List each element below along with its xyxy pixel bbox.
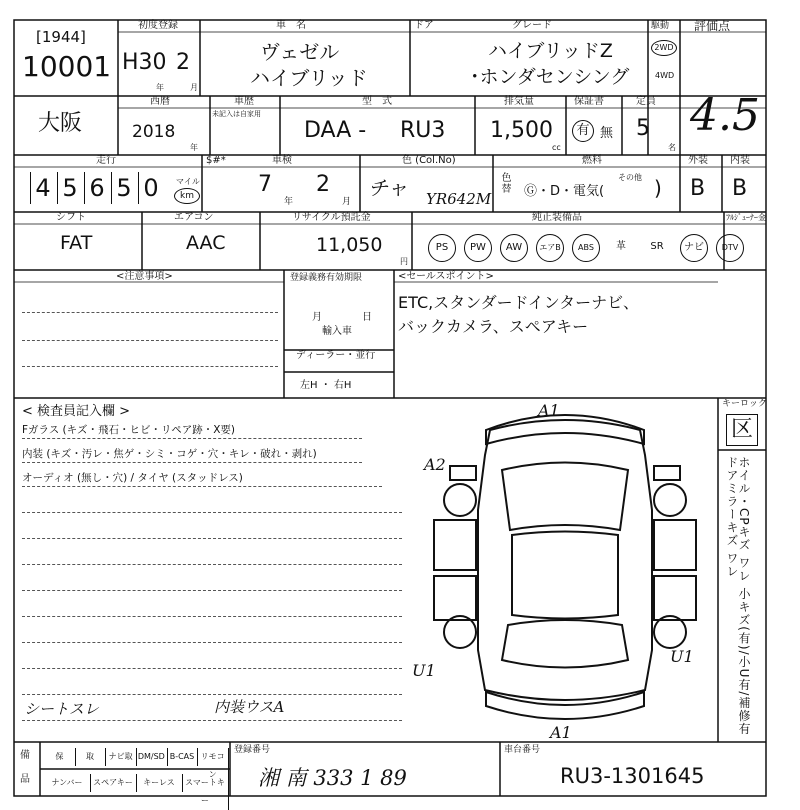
steering-label: 左H ・ 右H (300, 380, 352, 391)
footer-item: キーレス (136, 774, 183, 792)
fuel-options: Ⓖ・D・電気( (524, 184, 605, 199)
mileage-digit: 5 (111, 172, 136, 204)
equipment-item: エアB (536, 234, 564, 262)
overall-score: 4.5 (690, 90, 760, 141)
mileage-digit: 6 (84, 172, 109, 204)
grade-line1: ハイブリッドZ (488, 40, 613, 62)
mark-left-front: A2 (424, 455, 446, 474)
warranty-yes-circled: 有 (572, 120, 594, 142)
inspection-month-unit: 月 (342, 197, 352, 207)
footer-items-row1 (44, 748, 228, 779)
capacity: 5 (636, 116, 650, 141)
capacity-label: 定員 (636, 96, 656, 107)
mark-left-rear: U1 (412, 661, 436, 680)
month-day-label: 月 日 (312, 312, 372, 323)
region: 大阪 (38, 111, 83, 136)
km-circled: km (174, 188, 200, 204)
wheel-front-right (654, 484, 686, 516)
sales-point-line1: ETC,スタンダードインターナビ、 (398, 293, 639, 312)
dealer-label: ディーラー・並行 (296, 350, 376, 361)
shift: FAT (60, 232, 93, 254)
shaken-sub-label: 未記入は自家用 (212, 110, 261, 118)
displacement: 1,500 (490, 118, 553, 143)
year-unit-2: 年 (190, 143, 198, 152)
footer-item: 取 (75, 748, 107, 766)
sales-point-line2: バックカメラ、スペアキー (398, 317, 589, 336)
warranty-label: 保証書 (574, 96, 604, 107)
equipment-item: ナビ (680, 234, 708, 262)
chassis-label: 車台番号 (504, 745, 541, 755)
keylock-label: キーロック (722, 399, 767, 409)
month-unit: 月 (190, 83, 198, 92)
equipment-row (428, 232, 764, 264)
person-unit: 名 (668, 143, 676, 152)
drive-2wd-circled: 2WD (651, 40, 677, 56)
year-unit: 年 (156, 83, 164, 92)
year-label: 西暦 (150, 96, 170, 107)
option-label: ﾌﾙｼﾞｭｰﾅｰ金 (726, 213, 766, 222)
model-code: RU3 (400, 118, 446, 143)
aircon-label: エアコン (174, 212, 214, 223)
exterior-label: 外装 (688, 155, 708, 166)
footer-side-char: 品 (20, 774, 30, 785)
chassis-no: RU3-1301645 (560, 764, 705, 788)
door-left-front (434, 520, 476, 570)
grade-line2: ･ホンダセンシング (470, 66, 630, 88)
aircon: AAC (186, 232, 226, 254)
shaken-label: 車歴 (234, 96, 254, 107)
sales-point-label: <セールスポイント> (398, 271, 494, 282)
model-prefix: DAA - (304, 118, 367, 143)
inspection-label: 車検 (272, 155, 292, 166)
drive-label: 駆動 (651, 21, 670, 31)
fuel-close: ) (654, 176, 662, 200)
car-name-label: 車 名 (276, 20, 306, 31)
mileage-label: 走行 (96, 155, 116, 166)
mirror-left (450, 466, 476, 480)
handwritten-note-2: 内装ウスA (214, 698, 285, 716)
handwritten-note-1: シートスレ (24, 700, 99, 718)
inspector-line3: オーディオ (無し・穴) / タイヤ (スタッドレス) (22, 472, 243, 484)
door-right-rear (654, 576, 696, 620)
mark-front: A1 (538, 401, 560, 420)
footer-items-row2 (44, 774, 228, 805)
windshield (502, 463, 628, 531)
reg-no: 湘 南 333 1 89 (258, 766, 407, 790)
footer-item: スペアキー (90, 774, 137, 792)
footer-item: スマートキー (182, 774, 229, 810)
reg-no-label: 登録番号 (234, 745, 271, 755)
recycle-amount: 11,050 (316, 234, 383, 256)
model-label: 型 式 (362, 96, 392, 107)
rear-window (502, 620, 628, 668)
color-label: 色 (Col.No) (402, 155, 456, 166)
keylock-box: 区 (726, 414, 758, 446)
color-number: YR642M (426, 190, 492, 208)
footer-item: ナビ取 (105, 748, 137, 766)
color-swap-label: 色替 (499, 172, 510, 194)
footer-side-char: 備 (20, 750, 30, 761)
interior-grade: B (732, 176, 748, 201)
fuel-other-label: その他 (618, 173, 642, 182)
car-damage-diagram (412, 400, 710, 742)
cc-unit: cc (552, 143, 561, 152)
mileage-digit: 0 (138, 172, 163, 204)
equipment-item: SR (650, 241, 664, 252)
grade-label: グレード (512, 20, 552, 31)
reg-era: H30 (122, 50, 167, 75)
mile-label: マイル (176, 177, 200, 186)
inspection-year: 7 (258, 172, 272, 197)
inspection-month: 2 (316, 172, 330, 197)
side-legend: ホイル・CPキズ ワレ 小キズ(有)/小U有/補修有 ドアミラーキズ ワレ (725, 456, 751, 736)
mileage-digits (30, 172, 170, 206)
caution-label: <注意事項> (116, 271, 173, 282)
model-year: 2018 (132, 122, 176, 142)
warranty-no: 無 (600, 126, 614, 141)
footer-side-chars (18, 746, 36, 794)
smeter-label: $#* (206, 155, 226, 166)
exterior-grade: B (690, 176, 706, 201)
equipment-label: 純正装備品 (532, 212, 582, 223)
car-name-line2: ハイブリッド (250, 66, 368, 90)
car-name-line1: ヴェゼル (260, 40, 340, 64)
inspector-line2: 内装 (キズ・汚レ・焦ゲ・シミ・コゲ・穴・キレ・破れ・剥れ) (22, 448, 317, 460)
door-right-front (654, 520, 696, 570)
color: チャ (368, 176, 408, 200)
roof (512, 532, 618, 619)
door-left-rear (434, 576, 476, 620)
equipment-item: AW (500, 234, 528, 262)
import-label: 輸入車 (322, 326, 352, 337)
recycle-unit: 円 (400, 257, 408, 266)
recycle-label: リサイクル預託金 (292, 212, 371, 223)
lot-number: [1944] (36, 28, 86, 46)
footer-item: DM/SD (136, 748, 168, 766)
footer-item: リモコン (197, 748, 229, 784)
fuel-label: 燃料 (582, 155, 602, 166)
footer-item: ナンバー (44, 774, 91, 792)
inspection-year-unit: 年 (284, 197, 294, 207)
first-reg-label: 初度登録 (138, 20, 178, 31)
mirror-right (654, 466, 680, 480)
mark-right-rear: U1 (670, 647, 694, 666)
equipment-item: DTV (716, 234, 744, 262)
wheel-front-left (444, 484, 476, 516)
drive-4wd: 4WD (655, 71, 675, 80)
footer-item: 保 (44, 748, 76, 766)
displacement-label: 排気量 (504, 96, 534, 107)
inspector-title: < 検査員記入欄 > (22, 404, 131, 419)
footer-item: B-CAS (167, 748, 199, 766)
mark-rear: A1 (550, 723, 572, 742)
stock-number: 10001 (22, 50, 112, 83)
mileage-digit: 4 (30, 172, 55, 204)
reg-expiry-label: 登録義務有効期限 (290, 273, 363, 283)
equipment-item: ABS (572, 234, 600, 262)
door-label: ドア (414, 20, 434, 31)
interior-label: 内装 (730, 155, 750, 166)
inspector-line1: Fガラス (キズ・飛石・ヒビ・リペア跡・X要) (22, 424, 236, 436)
equipment-item: 革 (616, 241, 626, 252)
mileage-digit: 5 (57, 172, 82, 204)
shift-label: シフト (56, 212, 86, 223)
equipment-item: PW (464, 234, 492, 262)
score-label: 評価点 (694, 19, 731, 33)
reg-month: 2 (176, 50, 190, 75)
equipment-item: PS (428, 234, 456, 262)
